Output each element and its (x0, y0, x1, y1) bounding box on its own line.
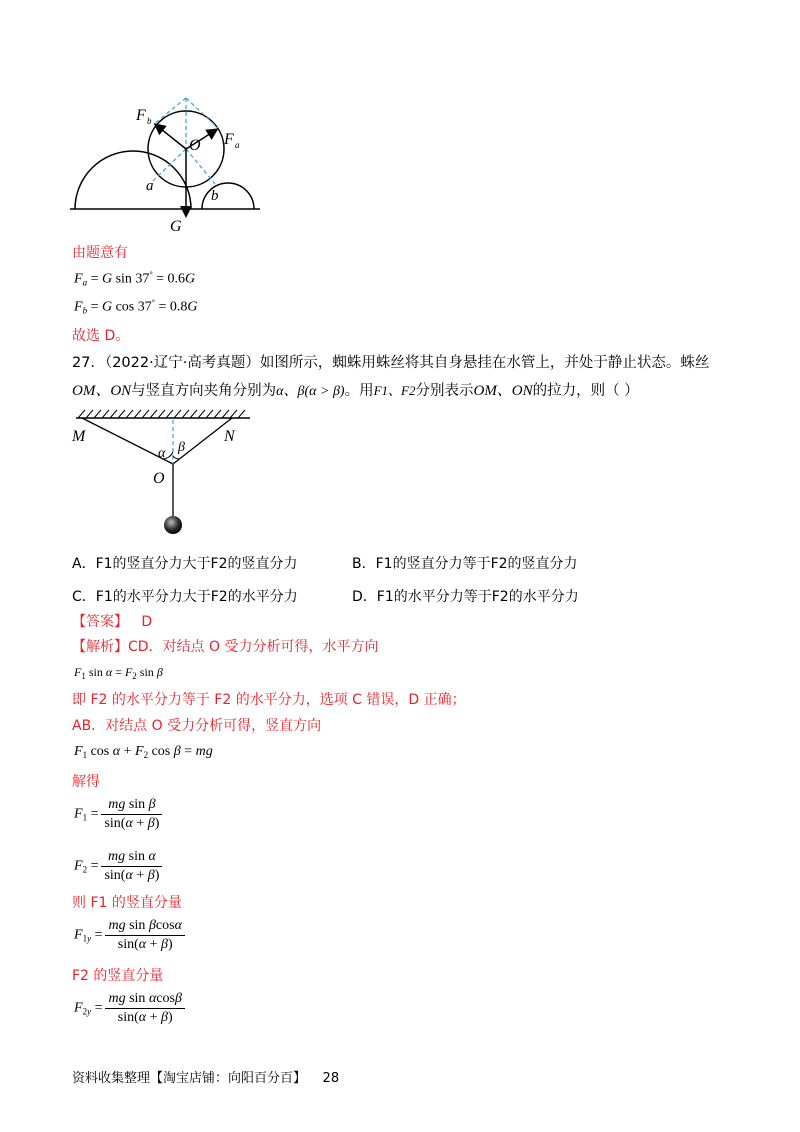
question-stem-text: 如图所示，蜘蛛用蛛丝将其自身悬挂在水管上，并处于静止状态。蛛丝 (259, 355, 710, 371)
equation-f2: $F_2$ = $\frac{\text{mg sin α}}{\sin(\alpha + \beta)}$ (74, 849, 162, 884)
equation-f1: $F_1$ = $\frac{\text{mg sin β}}{\sin(\alpha + \beta)}$ (74, 797, 162, 832)
question-number: 27． (72, 355, 105, 371)
label-m: M (72, 428, 86, 445)
label-n: N (224, 428, 235, 445)
question-stem-line2 (72, 381, 639, 402)
label-a: a (146, 178, 154, 194)
page-number: 28 (322, 1071, 340, 1086)
equation-fa: $F_a = G$ sin 37° = 0.6G (74, 270, 196, 288)
stem-angle-text: 与竖直方向夹角分别为 (131, 383, 277, 399)
footer (72, 1069, 339, 1089)
answer-line (72, 612, 152, 632)
stem-alpha-beta: α、β(α > β) (276, 384, 345, 399)
stem-represent: 分别表示 (415, 383, 474, 399)
prev-solution-conclusion: 故选 D。 (72, 328, 130, 344)
equation-fb: $F_b = G$ cos 37° = 0.8G (74, 298, 198, 316)
option-d[interactable]: D．F1的水平分力等于F2的水平分力 (352, 589, 579, 605)
analysis-line6: F2 的竖直分量 (72, 968, 164, 984)
stem-om-on-2: OM、ON (473, 383, 533, 399)
label-fa-sub: a (235, 140, 240, 150)
stem-f1-f2: F1、F2 (373, 383, 416, 398)
stem-use: 。用 (344, 383, 374, 399)
label-fb-sub: b (147, 116, 152, 126)
figure-spider-hanging (70, 408, 270, 538)
label-o2: O (153, 470, 165, 487)
analysis-text-1: CD．对结点 O 受力分析可得，水平方向 (128, 639, 379, 655)
equation-horizontal: $F_1$ $\sin \alpha = F_2$ sin β (74, 665, 163, 681)
analysis-line5: 则 F1 的竖直分量 (72, 895, 182, 911)
equation-vertical: $F_1$ $\cos \alpha + F_2$ cos β = mg (74, 744, 213, 760)
question-source: （2022·辽宁·高考真题） (104, 355, 260, 371)
option-b[interactable]: B．F1的竖直分力等于F2的竖直分力 (352, 556, 578, 572)
question-stem-line1 (72, 353, 709, 373)
option-c[interactable]: C．F1的水平分力大于F2的水平分力 (72, 589, 298, 605)
analysis-line3: AB．对结点 O 受力分析可得，竖直方向 (72, 718, 322, 734)
answer-tag: 【答案】 (72, 614, 128, 630)
figure-ball-on-hemispheres (60, 88, 280, 238)
label-fb: F (136, 107, 146, 124)
stem-tension-then: 的拉力，则（ ） (532, 383, 639, 399)
label-o: O (189, 137, 201, 154)
analysis-tag: 【解析】 (72, 639, 128, 655)
equation-f1y: $F_{1y}$ = $\frac{\text{mg sin βcosα}}{\sin(\alpha + \beta)}$ (74, 918, 185, 953)
option-a[interactable]: A．F1的竖直分力大于F2的竖直分力 (72, 556, 298, 572)
label-fa: F (224, 131, 234, 148)
label-g: G (170, 218, 182, 235)
stem-om-on: OM、ON (72, 383, 132, 399)
footer-text: 资料收集整理【淘宝店铺：向阳百分百】 (72, 1071, 307, 1086)
analysis-line1 (72, 637, 378, 657)
prev-solution-intro: 由题意有 (72, 245, 128, 261)
equation-f2y: $F_{2y}$ = $\frac{\text{mg sin αcosβ}}{\sin(\alpha + \beta)}$ (74, 991, 185, 1026)
answer-value: D (141, 614, 153, 630)
analysis-line2: 即 F2 的水平分力等于 F2 的水平分力，选项 C 错误，D 正确； (72, 692, 466, 708)
label-alpha: α (158, 446, 166, 461)
label-beta: β (178, 440, 185, 455)
label-b: b (211, 188, 219, 204)
analysis-line4: 解得 (72, 774, 100, 790)
